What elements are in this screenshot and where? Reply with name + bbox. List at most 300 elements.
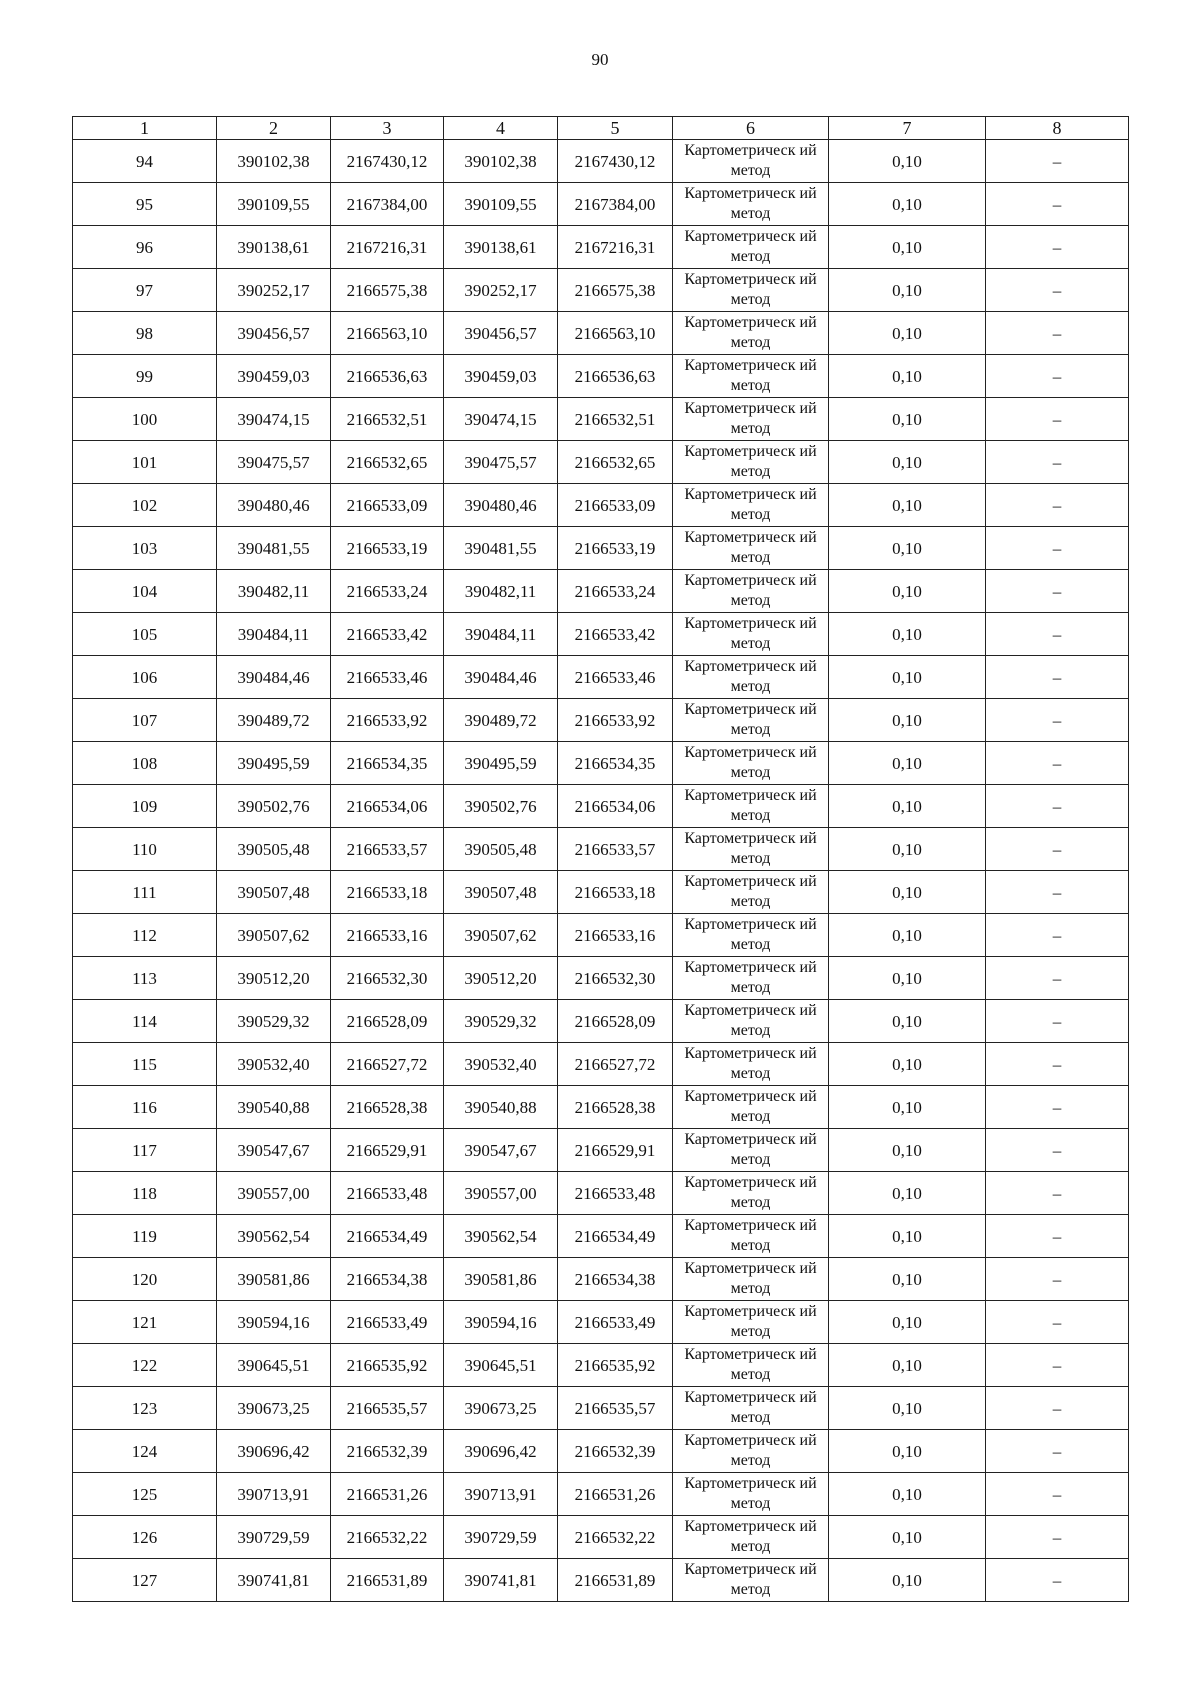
x-old-cell: 390581,86 [217,1258,331,1301]
note-cell: – [986,699,1129,742]
table-row [73,183,1129,226]
method-cell: Картометрическ ий метод [673,828,829,871]
y-new-cell: 2166533,42 [558,613,673,656]
y-new-cell: 2166535,92 [558,1344,673,1387]
note-cell: – [986,1129,1129,1172]
y-old-cell: 2166533,48 [331,1172,444,1215]
accuracy-cell: 0,10 [829,1043,986,1086]
table-row [73,914,1129,957]
note-cell: – [986,570,1129,613]
column-header-4: 4 [444,117,558,140]
y-new-cell: 2166575,38 [558,269,673,312]
method-cell: Картометрическ ий метод [673,656,829,699]
column-header-1: 1 [73,117,217,140]
y-old-cell: 2166527,72 [331,1043,444,1086]
method-cell: Картометрическ ий метод [673,1301,829,1344]
method-cell: Картометрическ ий метод [673,957,829,1000]
accuracy-cell: 0,10 [829,441,986,484]
y-new-cell: 2166533,48 [558,1172,673,1215]
y-new-cell: 2166528,38 [558,1086,673,1129]
y-old-cell: 2166533,09 [331,484,444,527]
method-cell: Картометрическ ий метод [673,398,829,441]
table-row [73,140,1129,183]
y-old-cell: 2166575,38 [331,269,444,312]
method-cell: Картометрическ ий метод [673,1387,829,1430]
point-number-cell: 110 [73,828,217,871]
x-old-cell: 390102,38 [217,140,331,183]
y-new-cell: 2166533,49 [558,1301,673,1344]
note-cell: – [986,914,1129,957]
point-number-cell: 120 [73,1258,217,1301]
table-row [73,312,1129,355]
point-number-cell: 106 [73,656,217,699]
y-new-cell: 2166532,51 [558,398,673,441]
table-row [73,1000,1129,1043]
y-new-cell: 2167430,12 [558,140,673,183]
method-cell: Картометрическ ий метод [673,312,829,355]
y-new-cell: 2166533,92 [558,699,673,742]
x-old-cell: 390729,59 [217,1516,331,1559]
accuracy-cell: 0,10 [829,1258,986,1301]
point-number-cell: 111 [73,871,217,914]
y-old-cell: 2166529,91 [331,1129,444,1172]
table-row [73,1043,1129,1086]
method-cell: Картометрическ ий метод [673,527,829,570]
accuracy-cell: 0,10 [829,828,986,871]
point-number-cell: 116 [73,1086,217,1129]
accuracy-cell: 0,10 [829,613,986,656]
point-number-cell: 124 [73,1430,217,1473]
x-old-cell: 390562,54 [217,1215,331,1258]
method-cell: Картометрическ ий метод [673,1559,829,1602]
accuracy-cell: 0,10 [829,1301,986,1344]
note-cell: – [986,183,1129,226]
x-new-cell: 390475,57 [444,441,558,484]
table-row [73,570,1129,613]
x-old-cell: 390252,17 [217,269,331,312]
table-row [73,656,1129,699]
table-body [73,140,1129,1602]
table-row [73,1129,1129,1172]
note-cell: – [986,1043,1129,1086]
x-new-cell: 390482,11 [444,570,558,613]
accuracy-cell: 0,10 [829,398,986,441]
method-cell: Картометрическ ий метод [673,441,829,484]
x-old-cell: 390741,81 [217,1559,331,1602]
column-header-5: 5 [558,117,673,140]
x-old-cell: 390529,32 [217,1000,331,1043]
table-row [73,1559,1129,1602]
y-new-cell: 2166534,38 [558,1258,673,1301]
y-new-cell: 2166536,63 [558,355,673,398]
y-new-cell: 2166533,19 [558,527,673,570]
note-cell: – [986,1559,1129,1602]
method-cell: Картометрическ ий метод [673,1258,829,1301]
y-old-cell: 2166532,51 [331,398,444,441]
note-cell: – [986,785,1129,828]
method-cell: Картометрическ ий метод [673,785,829,828]
x-new-cell: 390502,76 [444,785,558,828]
x-old-cell: 390696,42 [217,1430,331,1473]
y-old-cell: 2167216,31 [331,226,444,269]
note-cell: – [986,1000,1129,1043]
table-row [73,699,1129,742]
x-old-cell: 390138,61 [217,226,331,269]
x-new-cell: 390540,88 [444,1086,558,1129]
x-old-cell: 390489,72 [217,699,331,742]
table-row [73,1215,1129,1258]
note-cell: – [986,1387,1129,1430]
accuracy-cell: 0,10 [829,1473,986,1516]
x-new-cell: 390547,67 [444,1129,558,1172]
x-old-cell: 390557,00 [217,1172,331,1215]
y-old-cell: 2166532,39 [331,1430,444,1473]
accuracy-cell: 0,10 [829,914,986,957]
x-old-cell: 390505,48 [217,828,331,871]
y-old-cell: 2166533,57 [331,828,444,871]
accuracy-cell: 0,10 [829,1215,986,1258]
y-new-cell: 2167384,00 [558,183,673,226]
y-old-cell: 2166533,24 [331,570,444,613]
x-new-cell: 390532,40 [444,1043,558,1086]
method-cell: Картометрическ ий метод [673,1172,829,1215]
note-cell: – [986,527,1129,570]
note-cell: – [986,1258,1129,1301]
table-row [73,355,1129,398]
method-cell: Картометрическ ий метод [673,140,829,183]
method-cell: Картометрическ ий метод [673,269,829,312]
x-new-cell: 390474,15 [444,398,558,441]
accuracy-cell: 0,10 [829,742,986,785]
table-row [73,785,1129,828]
x-old-cell: 390594,16 [217,1301,331,1344]
y-new-cell: 2166532,65 [558,441,673,484]
method-cell: Картометрическ ий метод [673,1129,829,1172]
note-cell: – [986,226,1129,269]
table-row [73,484,1129,527]
y-new-cell: 2166531,26 [558,1473,673,1516]
accuracy-cell: 0,10 [829,1559,986,1602]
note-cell: – [986,1301,1129,1344]
point-number-cell: 103 [73,527,217,570]
x-old-cell: 390109,55 [217,183,331,226]
table-row [73,527,1129,570]
note-cell: – [986,613,1129,656]
x-old-cell: 390507,62 [217,914,331,957]
note-cell: – [986,269,1129,312]
y-old-cell: 2166536,63 [331,355,444,398]
y-old-cell: 2166563,10 [331,312,444,355]
y-new-cell: 2166533,18 [558,871,673,914]
y-old-cell: 2166534,35 [331,742,444,785]
x-old-cell: 390673,25 [217,1387,331,1430]
note-cell: – [986,1430,1129,1473]
x-old-cell: 390482,11 [217,570,331,613]
x-old-cell: 390547,67 [217,1129,331,1172]
method-cell: Картометрическ ий метод [673,871,829,914]
note-cell: – [986,871,1129,914]
y-new-cell: 2166528,09 [558,1000,673,1043]
point-number-cell: 126 [73,1516,217,1559]
x-new-cell: 390456,57 [444,312,558,355]
column-header-2: 2 [217,117,331,140]
x-new-cell: 390581,86 [444,1258,558,1301]
point-number-cell: 115 [73,1043,217,1086]
method-cell: Картометрическ ий метод [673,1344,829,1387]
x-new-cell: 390252,17 [444,269,558,312]
accuracy-cell: 0,10 [829,183,986,226]
point-number-cell: 101 [73,441,217,484]
method-cell: Картометрическ ий метод [673,1043,829,1086]
x-new-cell: 390673,25 [444,1387,558,1430]
accuracy-cell: 0,10 [829,1516,986,1559]
x-old-cell: 390484,11 [217,613,331,656]
x-new-cell: 390512,20 [444,957,558,1000]
point-number-cell: 121 [73,1301,217,1344]
note-cell: – [986,1172,1129,1215]
x-new-cell: 390741,81 [444,1559,558,1602]
x-old-cell: 390484,46 [217,656,331,699]
x-old-cell: 390502,76 [217,785,331,828]
accuracy-cell: 0,10 [829,1086,986,1129]
accuracy-cell: 0,10 [829,699,986,742]
x-new-cell: 390138,61 [444,226,558,269]
y-old-cell: 2166533,19 [331,527,444,570]
y-old-cell: 2166531,26 [331,1473,444,1516]
x-new-cell: 390645,51 [444,1344,558,1387]
x-new-cell: 390505,48 [444,828,558,871]
accuracy-cell: 0,10 [829,484,986,527]
y-old-cell: 2166533,16 [331,914,444,957]
x-new-cell: 390480,46 [444,484,558,527]
table-row [73,1473,1129,1516]
y-new-cell: 2166527,72 [558,1043,673,1086]
note-cell: – [986,355,1129,398]
column-header-3: 3 [331,117,444,140]
y-old-cell: 2166532,22 [331,1516,444,1559]
y-old-cell: 2166528,38 [331,1086,444,1129]
y-old-cell: 2166533,49 [331,1301,444,1344]
page-number: 90 [591,50,609,69]
y-new-cell: 2166531,89 [558,1559,673,1602]
y-old-cell: 2166534,38 [331,1258,444,1301]
point-number-cell: 108 [73,742,217,785]
point-number-cell: 117 [73,1129,217,1172]
method-cell: Картометрическ ий метод [673,1000,829,1043]
table-row [73,269,1129,312]
table-row [73,1301,1129,1344]
point-number-cell: 112 [73,914,217,957]
method-cell: Картометрическ ий метод [673,355,829,398]
note-cell: – [986,656,1129,699]
x-old-cell: 390540,88 [217,1086,331,1129]
note-cell: – [986,484,1129,527]
x-new-cell: 390459,03 [444,355,558,398]
point-number-cell: 118 [73,1172,217,1215]
y-new-cell: 2166533,09 [558,484,673,527]
x-new-cell: 390696,42 [444,1430,558,1473]
point-number-cell: 95 [73,183,217,226]
x-new-cell: 390507,48 [444,871,558,914]
table-row [73,742,1129,785]
table-row [73,1516,1129,1559]
note-cell: – [986,828,1129,871]
y-new-cell: 2166533,46 [558,656,673,699]
table-row [73,613,1129,656]
method-cell: Картометрическ ий метод [673,1473,829,1516]
point-number-cell: 109 [73,785,217,828]
point-number-cell: 119 [73,1215,217,1258]
method-cell: Картометрическ ий метод [673,484,829,527]
method-cell: Картометрическ ий метод [673,1215,829,1258]
y-new-cell: 2166534,49 [558,1215,673,1258]
x-new-cell: 390489,72 [444,699,558,742]
x-old-cell: 390456,57 [217,312,331,355]
table-row [73,1258,1129,1301]
y-new-cell: 2166534,06 [558,785,673,828]
table-row [73,1344,1129,1387]
x-old-cell: 390481,55 [217,527,331,570]
table-row [73,871,1129,914]
coordinates-table [72,116,1129,1602]
accuracy-cell: 0,10 [829,226,986,269]
x-new-cell: 390529,32 [444,1000,558,1043]
point-number-cell: 96 [73,226,217,269]
x-new-cell: 390109,55 [444,183,558,226]
y-new-cell: 2166533,16 [558,914,673,957]
accuracy-cell: 0,10 [829,957,986,1000]
point-number-cell: 127 [73,1559,217,1602]
point-number-cell: 125 [73,1473,217,1516]
x-new-cell: 390562,54 [444,1215,558,1258]
y-old-cell: 2166533,46 [331,656,444,699]
table-row [73,957,1129,1000]
note-cell: – [986,1344,1129,1387]
x-new-cell: 390507,62 [444,914,558,957]
method-cell: Картометрическ ий метод [673,1430,829,1473]
x-old-cell: 390713,91 [217,1473,331,1516]
y-new-cell: 2166533,57 [558,828,673,871]
x-new-cell: 390729,59 [444,1516,558,1559]
x-old-cell: 390459,03 [217,355,331,398]
point-number-cell: 122 [73,1344,217,1387]
table-row [73,1086,1129,1129]
method-cell: Картометрическ ий метод [673,613,829,656]
accuracy-cell: 0,10 [829,1000,986,1043]
note-cell: – [986,742,1129,785]
accuracy-cell: 0,10 [829,570,986,613]
accuracy-cell: 0,10 [829,312,986,355]
y-old-cell: 2166534,06 [331,785,444,828]
x-old-cell: 390512,20 [217,957,331,1000]
x-new-cell: 390594,16 [444,1301,558,1344]
accuracy-cell: 0,10 [829,1344,986,1387]
y-old-cell: 2166534,49 [331,1215,444,1258]
method-cell: Картометрическ ий метод [673,699,829,742]
accuracy-cell: 0,10 [829,656,986,699]
y-new-cell: 2166532,22 [558,1516,673,1559]
y-new-cell: 2166532,30 [558,957,673,1000]
y-new-cell: 2166563,10 [558,312,673,355]
point-number-cell: 114 [73,1000,217,1043]
point-number-cell: 97 [73,269,217,312]
x-new-cell: 390484,46 [444,656,558,699]
point-number-cell: 104 [73,570,217,613]
note-cell: – [986,1215,1129,1258]
x-old-cell: 390645,51 [217,1344,331,1387]
method-cell: Картометрическ ий метод [673,1086,829,1129]
x-old-cell: 390532,40 [217,1043,331,1086]
x-old-cell: 390507,48 [217,871,331,914]
x-new-cell: 390484,11 [444,613,558,656]
x-new-cell: 390713,91 [444,1473,558,1516]
note-cell: – [986,312,1129,355]
y-new-cell: 2166533,24 [558,570,673,613]
table-row [73,441,1129,484]
table-row [73,1430,1129,1473]
y-old-cell: 2167384,00 [331,183,444,226]
column-header-7: 7 [829,117,986,140]
method-cell: Картометрическ ий метод [673,226,829,269]
point-number-cell: 100 [73,398,217,441]
y-new-cell: 2167216,31 [558,226,673,269]
accuracy-cell: 0,10 [829,1172,986,1215]
method-cell: Картометрическ ий метод [673,914,829,957]
y-old-cell: 2166533,42 [331,613,444,656]
accuracy-cell: 0,10 [829,1430,986,1473]
x-old-cell: 390475,57 [217,441,331,484]
method-cell: Картометрическ ий метод [673,570,829,613]
accuracy-cell: 0,10 [829,1129,986,1172]
y-old-cell: 2166533,18 [331,871,444,914]
y-old-cell: 2166535,92 [331,1344,444,1387]
x-new-cell: 390495,59 [444,742,558,785]
y-old-cell: 2166535,57 [331,1387,444,1430]
accuracy-cell: 0,10 [829,355,986,398]
table-row [73,398,1129,441]
accuracy-cell: 0,10 [829,871,986,914]
x-old-cell: 390495,59 [217,742,331,785]
y-old-cell: 2166531,89 [331,1559,444,1602]
method-cell: Картометрическ ий метод [673,1516,829,1559]
table-row [73,828,1129,871]
point-number-cell: 123 [73,1387,217,1430]
note-cell: – [986,1516,1129,1559]
note-cell: – [986,957,1129,1000]
y-old-cell: 2167430,12 [331,140,444,183]
x-new-cell: 390557,00 [444,1172,558,1215]
accuracy-cell: 0,10 [829,140,986,183]
table-row [73,1387,1129,1430]
point-number-cell: 105 [73,613,217,656]
point-number-cell: 107 [73,699,217,742]
point-number-cell: 94 [73,140,217,183]
x-new-cell: 390481,55 [444,527,558,570]
note-cell: – [986,140,1129,183]
x-old-cell: 390474,15 [217,398,331,441]
y-new-cell: 2166532,39 [558,1430,673,1473]
note-cell: – [986,1473,1129,1516]
table-row [73,226,1129,269]
method-cell: Картометрическ ий метод [673,183,829,226]
x-old-cell: 390480,46 [217,484,331,527]
y-new-cell: 2166534,35 [558,742,673,785]
y-old-cell: 2166532,65 [331,441,444,484]
table-row [73,1172,1129,1215]
x-new-cell: 390102,38 [444,140,558,183]
note-cell: – [986,398,1129,441]
column-header-6: 6 [673,117,829,140]
